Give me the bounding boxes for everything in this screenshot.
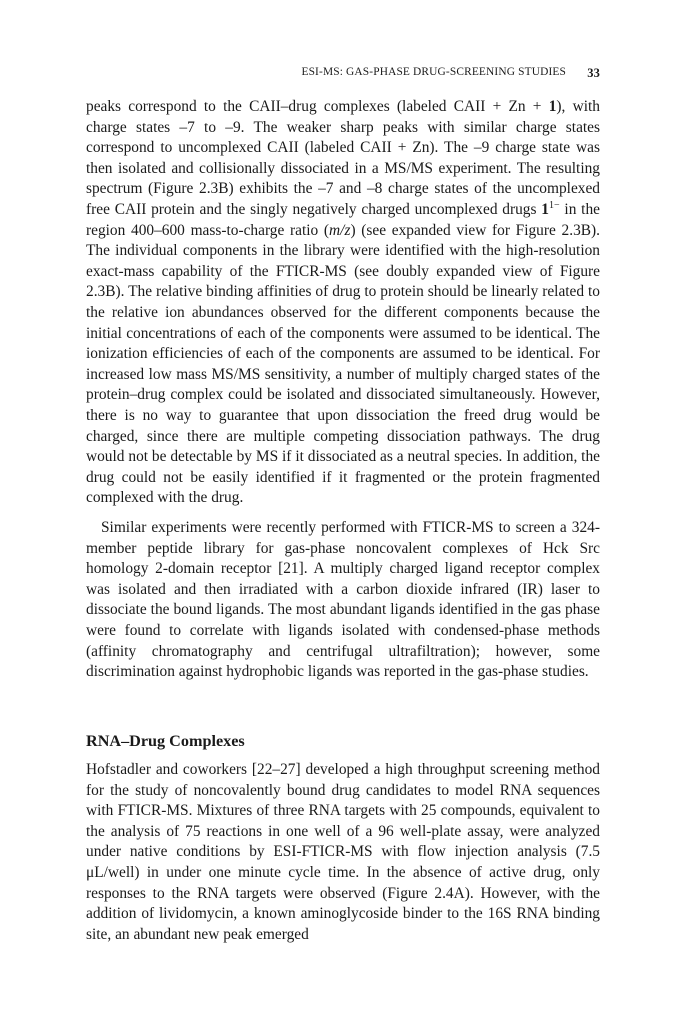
- p1-mz-italic: m/z: [329, 221, 351, 239]
- p1-seg-2: ), with charge states –7 to –9. The weaker sharp peaks with similar charge states correspond to uncomplexed CAII (labeled CAII + Zn). The –9 charge state was then isolated and collisionally dissociated in a MS/MS experiment. The resulting spectrum (Figure 2.3B) exhibits the –7 and –8 charge states of the uncomplexed free CAII protein and the singly negatively charged uncomplexed drugs: [86, 98, 600, 218]
- p1-charge-superscript: 1−: [549, 199, 560, 211]
- paragraph-3: Hofstadler and coworkers [22–27] developed a high throughput screening method for the study of noncovalently bound drug candidates to model RNA sequences with FTICR-MS. Mixtures of three RNA targets with 25 compounds, equivalent to the analysis of 75 reactions in one well of a 96 well-plate assay, were analyzed under native conditions by ESI-FTICR-MS with flow injection analysis (7.5 μL/well) in under one minute cycle time. In the absence of active drug, only responses to the RNA targets were observed (Figure 2.4A). However, with the addition of lividomycin, a known aminoglycoside binder to the 16S RNA binding site, an abundant new peak emerged: [86, 761, 600, 943]
- p1-seg-4: ) (see expanded view for Figure 2.3B). The individual components in the library were identified with the high-resolution exact-mass capability of the FTICR-MS (see doubly expanded view of Figure 2.3B). The relative binding affinities of drug to protein should be linearly related to the relative ion abundances observed for the different components because the initial concentrations of each of the components were assumed to be identical. The ionization efficiencies of each of the components are assumed to be identical. For increased low mass MS/MS sensitivity, a number of multiply charged states of the protein–drug complex could be isolated and dissociated simultaneously. However, there is no way to guarantee that upon dissociation the freed drug would be charged, since there are multiple competing dissociation pathways. The drug would not be detectable by MS if it dissociated as a neutral species. In addition, the drug could not be easily identified if it fragmented or the protein fragmented complexed with the drug.: [86, 221, 601, 507]
- paragraph-2: Similar experiments were recently performed with FTICR-MS to screen a 324-member peptide library for gas-phase noncovalent complexes of Hck Src homology 2-domain receptor [21]. A multiply charged ligand receptor complex was isolated and then irradiated with a carbon dioxide infrared (IR) laser to dissociate the bound ligands. The most abundant ligands identified in the gas phase were found to correlate with ligands isolated with condensed-phase methods (affinity chromatography and centrifugal ultrafiltration); however, some discrimination against hydrophobic ligands was reported in the gas-phase studies.: [86, 519, 600, 681]
- running-title: ESI-MS: GAS-PHASE DRUG-SCREENING STUDIES: [301, 66, 566, 78]
- section-heading: RNA–Drug Complexes: [86, 732, 245, 750]
- p1-compound-ref-1: 1: [548, 98, 557, 115]
- page-number: 33: [587, 66, 600, 80]
- p1-compound-ref-2: 1: [541, 200, 549, 218]
- running-header: [86, 66, 600, 84]
- p1-seg-3: in the region 400–600 mass-to-charge ratio (: [86, 200, 600, 239]
- paragraph-1: [86, 97, 600, 509]
- p1-seg-1: peaks correspond to the CAII–drug complexes (labeled CAII + Zn +: [86, 98, 549, 115]
